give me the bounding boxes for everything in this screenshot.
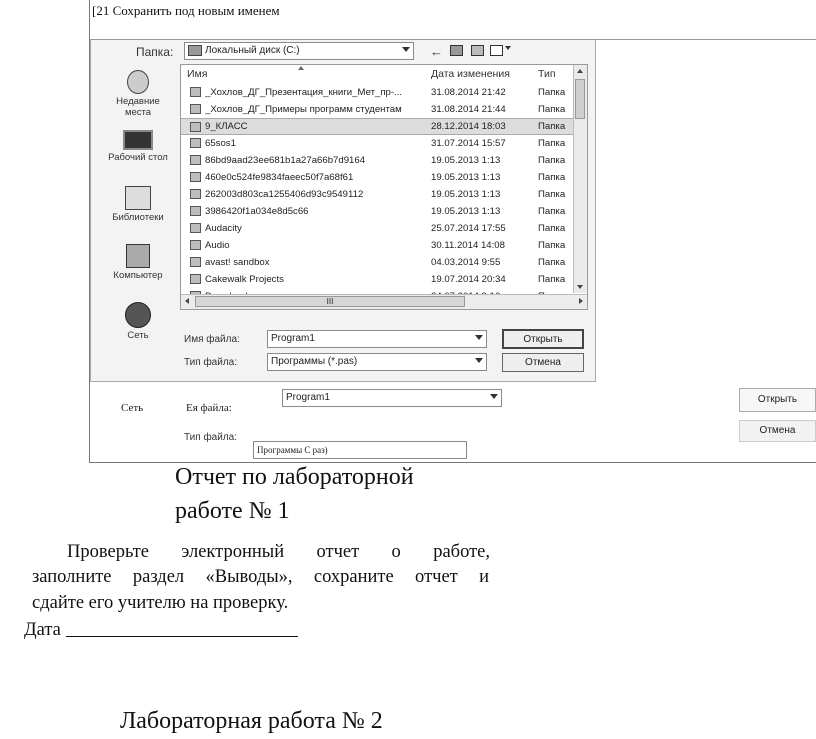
folder-icon xyxy=(190,122,201,132)
file-date: 19.05.2013 1:13 xyxy=(431,155,501,166)
file-row[interactable] xyxy=(181,84,573,101)
folder-icon xyxy=(190,104,201,114)
drive-icon xyxy=(188,45,202,56)
date-label: Дата xyxy=(24,620,61,640)
file-name: 460e0c524fe9834faeec50f7a68f61 xyxy=(205,172,354,183)
filename-value: Program1 xyxy=(271,333,315,344)
chevron-down-icon xyxy=(475,358,483,363)
place-network[interactable] xyxy=(98,302,178,341)
file-type: Папка xyxy=(538,138,566,149)
filetype-value: Программы (*.pas) xyxy=(271,356,358,367)
file-date: 25.07.2014 17:55 xyxy=(431,223,506,234)
file-row[interactable] xyxy=(181,254,573,271)
folder-icon xyxy=(190,223,201,233)
next-lab-title: Лабораторная работа № 2 xyxy=(120,708,383,734)
file-type: Папка xyxy=(538,172,566,183)
file-type: Папка xyxy=(538,206,566,217)
file-type: Папка xyxy=(538,155,566,166)
scroll-down-icon[interactable] xyxy=(577,285,583,289)
folder-icon xyxy=(190,155,201,165)
column-header-name[interactable]: Имя xyxy=(187,68,208,80)
folder-icon xyxy=(190,257,201,267)
folder-label: Папка: xyxy=(136,45,174,59)
open-button[interactable]: Открыть xyxy=(502,329,584,349)
sort-up-icon xyxy=(298,66,304,70)
place-label: Рабочий стол xyxy=(108,152,168,163)
file-list[interactable] xyxy=(180,64,588,310)
folder-icon xyxy=(190,206,201,216)
horizontal-scroll-thumb[interactable]: III xyxy=(195,296,465,307)
place-computer[interactable] xyxy=(98,244,178,281)
file-name: _Хохлов_ДГ_Презентация_книги_Мет_пр-... xyxy=(205,87,403,98)
vertical-scroll-thumb[interactable] xyxy=(575,79,585,119)
back-icon[interactable]: ← xyxy=(430,44,443,59)
instruction-line-2: заполните раздел «Выводы», сохраните отчет и xyxy=(32,567,489,587)
file-row[interactable] xyxy=(181,152,573,169)
cancel-button[interactable]: Отмена xyxy=(502,353,584,372)
place-recent[interactable] xyxy=(98,70,178,118)
place-label: Компьютер xyxy=(113,270,163,281)
overflow-filename-input[interactable] xyxy=(282,389,502,407)
instruction-line-3: сдайте его учителю на проверку. xyxy=(32,593,289,613)
file-date: 19.05.2013 1:13 xyxy=(431,172,501,183)
file-row[interactable] xyxy=(181,203,573,220)
overflow-filetype-value: Программы С раз) xyxy=(257,445,328,455)
file-row[interactable] xyxy=(181,101,573,118)
file-row[interactable] xyxy=(181,135,573,152)
folder-icon xyxy=(190,87,201,97)
scroll-left-icon[interactable] xyxy=(185,298,189,304)
file-date: 30.11.2014 14:08 xyxy=(431,240,505,251)
overflow-network-label: Сеть xyxy=(121,402,144,414)
file-date: 28.12.2014 18:03 xyxy=(431,121,506,132)
view-menu-icon[interactable] xyxy=(490,45,503,56)
file-name: avast! sandbox xyxy=(205,257,270,268)
folder-icon xyxy=(190,274,201,284)
filename-input[interactable] xyxy=(267,330,487,348)
horizontal-scrollbar[interactable] xyxy=(181,294,587,309)
place-libraries[interactable] xyxy=(98,186,178,223)
report-title-line2: работе № 1 xyxy=(175,498,290,524)
place-label: Недавние места xyxy=(116,96,160,118)
folder-select[interactable] xyxy=(184,42,414,60)
overflow-open-button[interactable]: Открыть xyxy=(739,388,816,412)
date-signature-line xyxy=(66,636,298,637)
file-name: 86bd9aad23ee681b1a27a66b7d9164 xyxy=(205,155,366,166)
overflow-filetype-field[interactable] xyxy=(253,441,467,459)
file-type: Папка xyxy=(538,240,566,251)
view-dropdown-icon[interactable] xyxy=(505,46,511,50)
file-type: Папка xyxy=(538,104,566,115)
file-row[interactable] xyxy=(181,118,573,135)
file-name: Audio xyxy=(205,240,230,251)
column-header-type[interactable]: Тип xyxy=(538,68,556,80)
file-type: Папка xyxy=(538,189,566,200)
computer-icon xyxy=(126,244,150,268)
file-type: Папка xyxy=(538,274,566,285)
overflow-filename-value: Program1 xyxy=(286,392,330,403)
overflow-filetype-label: Тип файла: xyxy=(184,432,237,443)
place-label: Сеть xyxy=(127,330,149,341)
instruction-line-1: Проверьте электронный отчет о работе, xyxy=(67,542,490,562)
file-row[interactable] xyxy=(181,169,573,186)
desktop-icon xyxy=(123,130,153,150)
folder-icon xyxy=(190,172,201,182)
network-icon xyxy=(125,302,151,328)
file-date: 19.05.2013 1:13 xyxy=(431,206,501,217)
column-header-date[interactable]: Дата изменения xyxy=(431,68,510,80)
folder-value: Локальный диск (C:) xyxy=(205,45,300,56)
file-row[interactable] xyxy=(181,271,573,288)
place-desktop[interactable] xyxy=(98,130,178,163)
file-row[interactable] xyxy=(181,186,573,203)
file-row[interactable] xyxy=(181,237,573,254)
file-name: _Хохлов_ДГ_Примеры программ студентам xyxy=(205,104,402,115)
up-folder-icon[interactable] xyxy=(450,45,463,56)
file-name: Cakewalk Projects xyxy=(205,274,284,285)
recent-places-icon xyxy=(127,70,149,94)
file-date: 31.08.2014 21:44 xyxy=(431,104,506,115)
filetype-select[interactable] xyxy=(267,353,487,371)
file-type: Папка xyxy=(538,223,566,234)
scroll-up-icon[interactable] xyxy=(577,69,583,73)
file-name: 262003d803ca1255406d93c9549112 xyxy=(205,189,364,200)
chevron-down-icon xyxy=(475,335,483,340)
file-row[interactable] xyxy=(181,220,573,237)
file-name: Audacity xyxy=(205,223,242,234)
place-label: Библиотеки xyxy=(112,212,164,223)
file-date: 31.08.2014 21:42 xyxy=(431,87,506,98)
new-folder-icon[interactable] xyxy=(471,45,484,56)
file-name: 65sos1 xyxy=(205,138,236,149)
file-name: 9_КЛАСС xyxy=(205,121,248,132)
file-date: 19.05.2013 1:13 xyxy=(431,189,501,200)
chevron-down-icon xyxy=(490,394,498,399)
folder-icon xyxy=(190,138,201,148)
file-date: 04.03.2014 9:55 xyxy=(431,257,501,268)
file-type: Папка xyxy=(538,87,566,98)
scroll-right-icon[interactable] xyxy=(579,298,583,304)
report-title-line1: Отчет по лабораторной xyxy=(175,464,414,490)
file-type: Папка xyxy=(538,121,566,132)
file-name: 3986420f1a034e8d5c66 xyxy=(205,206,309,217)
window-caption: [21 Сохранить под новым именем xyxy=(92,3,280,18)
file-type: Папка xyxy=(538,257,566,268)
folder-icon xyxy=(190,189,201,199)
file-date: 31.07.2014 15:57 xyxy=(431,138,506,149)
filename-label: Имя файла: xyxy=(184,334,240,345)
overflow-filename-label: Ея файла: xyxy=(186,402,232,414)
vertical-scrollbar[interactable] xyxy=(573,65,587,293)
folder-icon xyxy=(190,240,201,250)
overflow-cancel-button[interactable]: Отмена xyxy=(739,420,816,442)
filetype-label: Тип файла: xyxy=(184,357,237,368)
libraries-icon xyxy=(125,186,151,210)
file-date: 19.07.2014 20:34 xyxy=(431,274,506,285)
chevron-down-icon xyxy=(402,47,410,52)
